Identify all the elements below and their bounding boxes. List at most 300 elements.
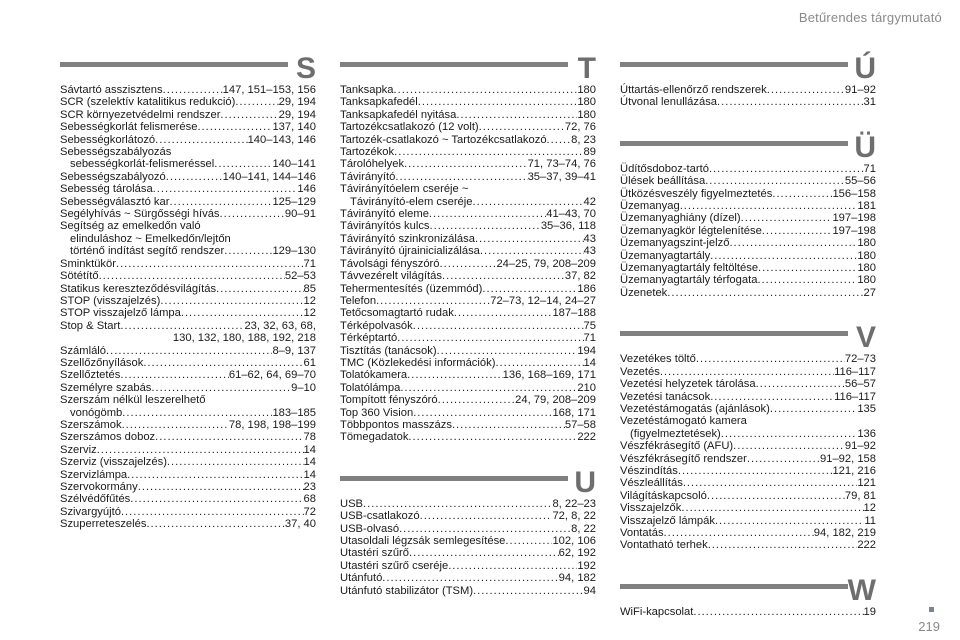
entry-pages: 12 (863, 502, 876, 515)
entry-term: Szerviz (visszajelzés) (60, 456, 167, 469)
section-header (340, 465, 596, 499)
entry-pages: 23, 32, 63, 68, (244, 319, 316, 332)
dot-leader (235, 96, 278, 108)
entry-pages: 197–198 (832, 212, 876, 225)
index-entry (340, 345, 596, 357)
entry-pages: 75 (583, 319, 596, 332)
index-entry (340, 270, 596, 282)
index-entry (60, 295, 316, 307)
index-entry (60, 419, 316, 431)
dot-leader (758, 262, 857, 274)
entry-term: Úttartás-ellenőrző rendszerek (620, 84, 767, 96)
index-entry (340, 369, 596, 381)
dot-leader (138, 481, 304, 493)
entry-pages: 180 (577, 108, 596, 121)
entry-pages: 140–143, 146 (247, 133, 316, 146)
entry-pages: 94 (583, 584, 596, 597)
entry-pages: 116–117 (834, 365, 876, 378)
index-entry (60, 320, 316, 332)
section-letter: Ü (854, 130, 876, 164)
index-entry (60, 431, 316, 443)
index-entry (340, 84, 596, 96)
index-entry (340, 498, 596, 510)
entry-pages: 71, 73–74, 76 (527, 158, 596, 171)
index-entry (340, 109, 596, 121)
dot-leader (705, 175, 845, 187)
entry-pages: 62, 192 (558, 547, 596, 560)
entry-term: Stop & Start (60, 319, 121, 332)
entry-pages: 31 (863, 96, 876, 109)
index-entry (620, 428, 876, 440)
entry-pages: 8, 23 (571, 133, 596, 146)
dot-leader (393, 84, 577, 96)
entry-term: Statikus kereszteződésvilágítás (60, 282, 217, 295)
index-entry (60, 469, 316, 481)
entry-term: Tolatólámpa (340, 381, 401, 394)
dot-leader (197, 121, 272, 133)
entry-pages: 52–53 (284, 270, 316, 283)
dot-leader (122, 419, 229, 431)
entry-pages: 37, 40 (284, 518, 316, 531)
entry-pages: 71 (583, 332, 596, 345)
index-entry (340, 523, 596, 535)
entry-pages: 78 (303, 431, 316, 444)
entry-term: Sötétítő (60, 270, 99, 283)
dot-leader (472, 196, 583, 208)
dot-leader (721, 428, 858, 440)
index-entry (340, 357, 596, 369)
entry-pages: 180 (577, 84, 596, 96)
entry-pages: 85 (303, 282, 316, 295)
entry-pages: 192 (577, 559, 596, 572)
entry-pages: 136, 168–169, 171 (502, 369, 596, 382)
section-header (620, 573, 876, 607)
dot-leader (664, 527, 814, 539)
entry-pages: 187–188 (552, 307, 596, 320)
index-entry (340, 547, 596, 559)
entry-term: Vezetési tanácsok (620, 390, 711, 403)
entry-pages: 116–117 (834, 390, 876, 403)
entry-pages: 29, 194 (278, 108, 316, 121)
entry-term: Üzemanyagkör légtelenítése (620, 224, 762, 237)
entry-term: Üzemanyagszint-jelző (620, 237, 730, 250)
index-entry (620, 403, 876, 415)
entry-term: Útvonal lenullázása (620, 96, 718, 109)
entry-term: Tartozékok (340, 146, 395, 159)
index-entry (60, 382, 316, 394)
index-entry (620, 200, 876, 212)
entry-term: Sávtartó asszisztens (60, 84, 163, 96)
entry-term: USB-csatlakozó (340, 510, 420, 523)
index-entry (60, 84, 316, 96)
index-entry (60, 481, 316, 493)
entry-term: Távirányító eleme (340, 208, 429, 221)
entry-pages: 14 (303, 468, 316, 481)
index-entry (60, 208, 316, 220)
index-entry (340, 146, 596, 158)
dot-leader (696, 353, 845, 365)
entry-term: Tanksapka (340, 84, 394, 96)
entry-term: Szervizlámpa (60, 468, 128, 481)
dot-leader (683, 477, 858, 489)
dot-leader (475, 233, 584, 245)
entry-pages: 61 (303, 356, 316, 369)
index-entry (60, 407, 316, 419)
index-entry (60, 96, 316, 108)
section-letter: T (577, 52, 596, 85)
dot-leader (382, 572, 558, 584)
entry-term: Vészfékrásegítő rendszer (620, 452, 747, 465)
index-entry (620, 391, 876, 403)
index-entry (620, 237, 876, 249)
dot-leader (160, 295, 303, 307)
entry-pages: 180 (577, 96, 596, 109)
section-rule (340, 62, 568, 67)
index-entry (340, 407, 596, 419)
section-rule (620, 141, 848, 146)
dot-leader (420, 510, 553, 522)
entry-pages: 91–92 (844, 440, 876, 453)
entry-pages: 146 (297, 183, 316, 196)
entry-pages: 222 (857, 539, 876, 552)
entry-term: Üzemanyag (620, 200, 680, 213)
index-column-1 (60, 52, 316, 531)
entry-term: Távvezérelt világítás (340, 270, 442, 283)
entry-term: sebességkorlát-felismeréssel (70, 158, 215, 171)
entry-term: Üzemanyagtartály (620, 249, 711, 262)
dot-leader (151, 382, 291, 394)
index-entry (340, 220, 596, 232)
entry-pages: 140–141 (272, 158, 316, 171)
entry-pages: 27 (863, 286, 876, 299)
index-entry-line: Segítség az emelkedőn való (60, 220, 201, 233)
index-entry (620, 96, 876, 108)
entry-term: Üdítősdoboz-tartó (620, 162, 709, 175)
dot-leader (408, 431, 577, 443)
section-rule (620, 62, 848, 67)
index-entry (60, 183, 316, 195)
dot-leader (120, 320, 244, 332)
index-entry (340, 258, 596, 270)
entry-pages: 91–92, 158 (820, 452, 876, 465)
index-entry (60, 196, 316, 208)
index-entry (620, 515, 876, 527)
index-entry-list (620, 606, 876, 618)
dot-leader (772, 188, 832, 200)
index-entry (340, 158, 596, 170)
entry-term: Vezetés (620, 365, 660, 378)
entry-pages: 222 (577, 431, 596, 444)
dot-leader (399, 523, 571, 535)
entry-term: Tolatókamera (340, 369, 408, 382)
index-entry (60, 345, 316, 357)
dot-leader (143, 357, 303, 369)
index-entry (340, 196, 596, 208)
index-entry-list (340, 498, 596, 597)
section-spacer (620, 299, 876, 327)
entry-term: Sminktükör (60, 257, 116, 270)
entry-term: Utastéri szűrő (340, 547, 410, 560)
index-entry-list (620, 353, 876, 552)
entry-pages: 8–9, 137 (272, 344, 316, 357)
dot-leader (106, 345, 272, 357)
dot-leader (167, 456, 304, 468)
dot-leader (224, 245, 272, 257)
entry-term: SCR (szelektív katalitikus redukció) (60, 96, 236, 109)
index-entry (340, 295, 596, 307)
entry-pages: 41–43, 70 (546, 208, 596, 221)
entry-pages: 14 (303, 456, 316, 469)
dot-leader (741, 212, 833, 224)
section-rule (620, 331, 848, 336)
dot-leader (153, 183, 298, 195)
index-entry (60, 506, 316, 518)
entry-term: Tárolóhelyek (340, 158, 405, 171)
entry-pages: 71 (863, 162, 876, 175)
dot-leader (430, 220, 541, 232)
index-entry (60, 493, 316, 505)
entry-term: Térképolvasók (340, 319, 413, 332)
entry-pages: 140–141, 144–146 (222, 170, 316, 183)
dot-leader (97, 444, 304, 456)
dot-leader (729, 237, 857, 249)
entry-term: Vezetékes töltő (620, 353, 696, 366)
entry-pages: 24, 79, 208–209 (515, 394, 596, 407)
dot-leader (505, 535, 552, 547)
dot-leader (120, 369, 229, 381)
entry-term: Szivargyújtó (60, 505, 121, 518)
dot-leader (667, 287, 863, 299)
entry-pages: 180 (857, 237, 876, 250)
entry-pages: 14 (583, 356, 596, 369)
entry-term: Top 360 Vision (340, 406, 414, 419)
entry-term: SCR környezetvédelmi rendszer (60, 108, 221, 121)
dot-leader (480, 245, 584, 257)
entry-term: Személyre szabás (60, 381, 152, 394)
entry-term: Világításkapcsoló (620, 489, 707, 502)
entry-term: Üzemanyagtartály feltöltése (620, 262, 759, 275)
entry-term: Távirányító (340, 170, 396, 183)
page-header-title: Betűrendes tárgymutató (798, 10, 942, 25)
entry-term: Távirányító újrainicializálása (340, 245, 480, 258)
entry-term: Szervokormány (60, 481, 138, 493)
entry-term: Szerszámos doboz (60, 431, 156, 444)
index-entry (620, 84, 876, 96)
index-entry (620, 274, 876, 286)
dot-leader (163, 84, 223, 96)
dot-leader (413, 320, 584, 332)
section-letter: U (574, 465, 596, 499)
entry-term: Segélyhívás ~ Sürgősségi hívás (60, 208, 220, 221)
index-entry (620, 250, 876, 262)
section-spacer (620, 109, 876, 137)
entry-term: Üzemanyagtartály térfogata (620, 274, 758, 287)
entry-pages: 8, 22 (571, 522, 596, 535)
index-entry (340, 394, 596, 406)
entry-pages: 180 (857, 274, 876, 287)
index-entry (60, 245, 316, 257)
entry-term: Vontatás (620, 526, 664, 539)
dot-leader (395, 171, 527, 183)
dot-leader (166, 171, 223, 183)
dot-leader (770, 403, 857, 415)
entry-term: történő indítást segítő rendszer (70, 245, 225, 258)
dot-leader (116, 258, 304, 270)
entry-term: STOP (visszajelzés) (60, 294, 161, 307)
entry-term: STOP visszajelző lámpa (60, 307, 181, 320)
index-entry (620, 527, 876, 539)
section-rule (60, 62, 288, 67)
dot-leader (710, 391, 834, 403)
entry-term: USB-olvasó (340, 522, 400, 535)
dot-leader (216, 283, 303, 295)
index-entry-line: elinduláshoz ~ Emelkedőn/lejtőn (70, 232, 231, 245)
entry-term: Visszajelző lámpák (620, 514, 715, 527)
section-header (340, 52, 596, 85)
index-entry (60, 158, 316, 170)
entry-term: (figyelmeztetések) (630, 427, 721, 440)
entry-pages-continued: 130, 132, 180, 188, 192, 218 (172, 332, 316, 345)
dot-leader (99, 270, 285, 282)
dot-leader (452, 419, 565, 431)
entry-term: Utánfutó (340, 572, 383, 585)
dot-leader (130, 493, 303, 505)
index-entry (620, 163, 876, 175)
entry-term: Tömegadatok (340, 431, 409, 444)
entry-pages: 135 (857, 402, 876, 415)
dot-leader (429, 208, 546, 220)
entry-pages: 55–56 (844, 175, 876, 188)
index-entry (340, 283, 596, 295)
index-entry (60, 270, 316, 282)
entry-pages: 72, 8, 22 (552, 510, 596, 523)
page-marker (929, 607, 934, 612)
entry-term: Vészindítás (620, 464, 678, 477)
dot-leader (394, 146, 583, 158)
entry-pages: 72 (303, 505, 316, 518)
dot-leader (715, 515, 864, 527)
dot-leader (397, 332, 583, 344)
index-entry (340, 419, 596, 431)
index-column-2 (340, 52, 596, 597)
entry-term: Vezetési helyzetek tárolása (620, 378, 756, 391)
entry-pages: 8, 22–23 (552, 497, 596, 510)
entry-pages: 136 (857, 427, 876, 440)
dot-leader (442, 270, 565, 282)
entry-pages: 91–92 (844, 84, 876, 96)
index-entry (340, 560, 596, 572)
dot-leader (440, 258, 497, 270)
dot-leader (767, 84, 845, 96)
entry-pages: 68 (303, 493, 316, 506)
entry-pages: 180 (857, 249, 876, 262)
entry-term: USB (340, 497, 364, 510)
index-entry (340, 332, 596, 344)
entry-term: Távirányító szinkronizálása (340, 232, 475, 245)
dot-leader (404, 158, 528, 170)
index-entry (340, 431, 596, 443)
section-spacer (340, 444, 596, 472)
index-entry-line: Távirányítóelem cseréje ~ (340, 183, 469, 196)
entry-pages: 56–57 (844, 378, 876, 391)
entry-term: Visszajelzők (620, 502, 682, 515)
index-entry (60, 456, 316, 468)
index-entry (620, 353, 876, 365)
entry-pages: 181 (857, 200, 876, 213)
index-entry (340, 585, 596, 597)
dot-leader (482, 283, 577, 295)
index-entry (60, 171, 316, 183)
section-header (620, 321, 876, 355)
entry-pages: 156–158 (832, 187, 876, 200)
index-column-3 (620, 52, 876, 618)
index-entry-line: Szerszám nélkül leszerelhető (60, 394, 206, 407)
index-entry-list (620, 84, 876, 109)
entry-term: Vészleállítás (620, 477, 683, 490)
entry-term: Szélvédőfűtés (60, 493, 131, 506)
entry-term: Szellőztetés (60, 369, 121, 382)
entry-term: Távirányítós kulcs (340, 220, 430, 233)
entry-pages: 147, 151–153, 156 (222, 84, 316, 96)
index-entry (60, 134, 316, 146)
dot-leader (681, 502, 863, 514)
entry-term: Szerviz (60, 443, 97, 456)
dot-leader (409, 547, 559, 559)
index-entry (620, 539, 876, 551)
section-rule (340, 476, 568, 481)
index-entry (60, 258, 316, 270)
entry-pages: 43 (583, 245, 596, 258)
entry-term: Tanksapkafedél nyitása (340, 108, 457, 121)
dot-leader (146, 518, 284, 530)
entry-pages: 180 (857, 262, 876, 275)
index-entry (60, 357, 316, 369)
index-entry (340, 382, 596, 394)
entry-term: Sebességszabályozó (60, 170, 166, 183)
index-entry (340, 96, 596, 108)
entry-pages: 125–129 (272, 195, 316, 208)
entry-term: Telefon (340, 294, 377, 307)
page-number: 219 (918, 619, 940, 634)
section-rule (620, 584, 848, 589)
index-entry (620, 465, 876, 477)
index-entry-line: Sebességszabályozás (60, 146, 172, 159)
index-entry (60, 109, 316, 121)
dot-leader (762, 225, 833, 237)
entry-term: Utasoldali légzsák semlegesítése (340, 535, 506, 547)
dot-leader (400, 382, 577, 394)
dot-leader (495, 357, 583, 369)
entry-pages: 72–73, 12–14, 24–27 (490, 294, 596, 307)
entry-pages: 102, 106 (552, 535, 596, 547)
entry-pages: 121 (857, 477, 876, 490)
entry-pages: 197–198 (832, 224, 876, 237)
entry-term: Tartozékcsatlakozó (12 volt) (340, 121, 479, 134)
dot-leader (747, 453, 820, 465)
entry-term: Sebességkorlátozó (60, 133, 156, 146)
entry-term: WiFi-kapcsolat (620, 605, 694, 618)
index-entry (620, 502, 876, 514)
entry-pages: 137, 140 (272, 121, 316, 134)
entry-pages: 210 (577, 381, 596, 394)
entry-term: Vezetéstámogatás (ajánlások) (620, 402, 770, 415)
section-header (620, 52, 876, 85)
section-letter: V (855, 321, 876, 355)
dot-leader (708, 539, 858, 551)
index-entry (60, 444, 316, 456)
index-entry (620, 225, 876, 237)
index-entry (620, 477, 876, 489)
